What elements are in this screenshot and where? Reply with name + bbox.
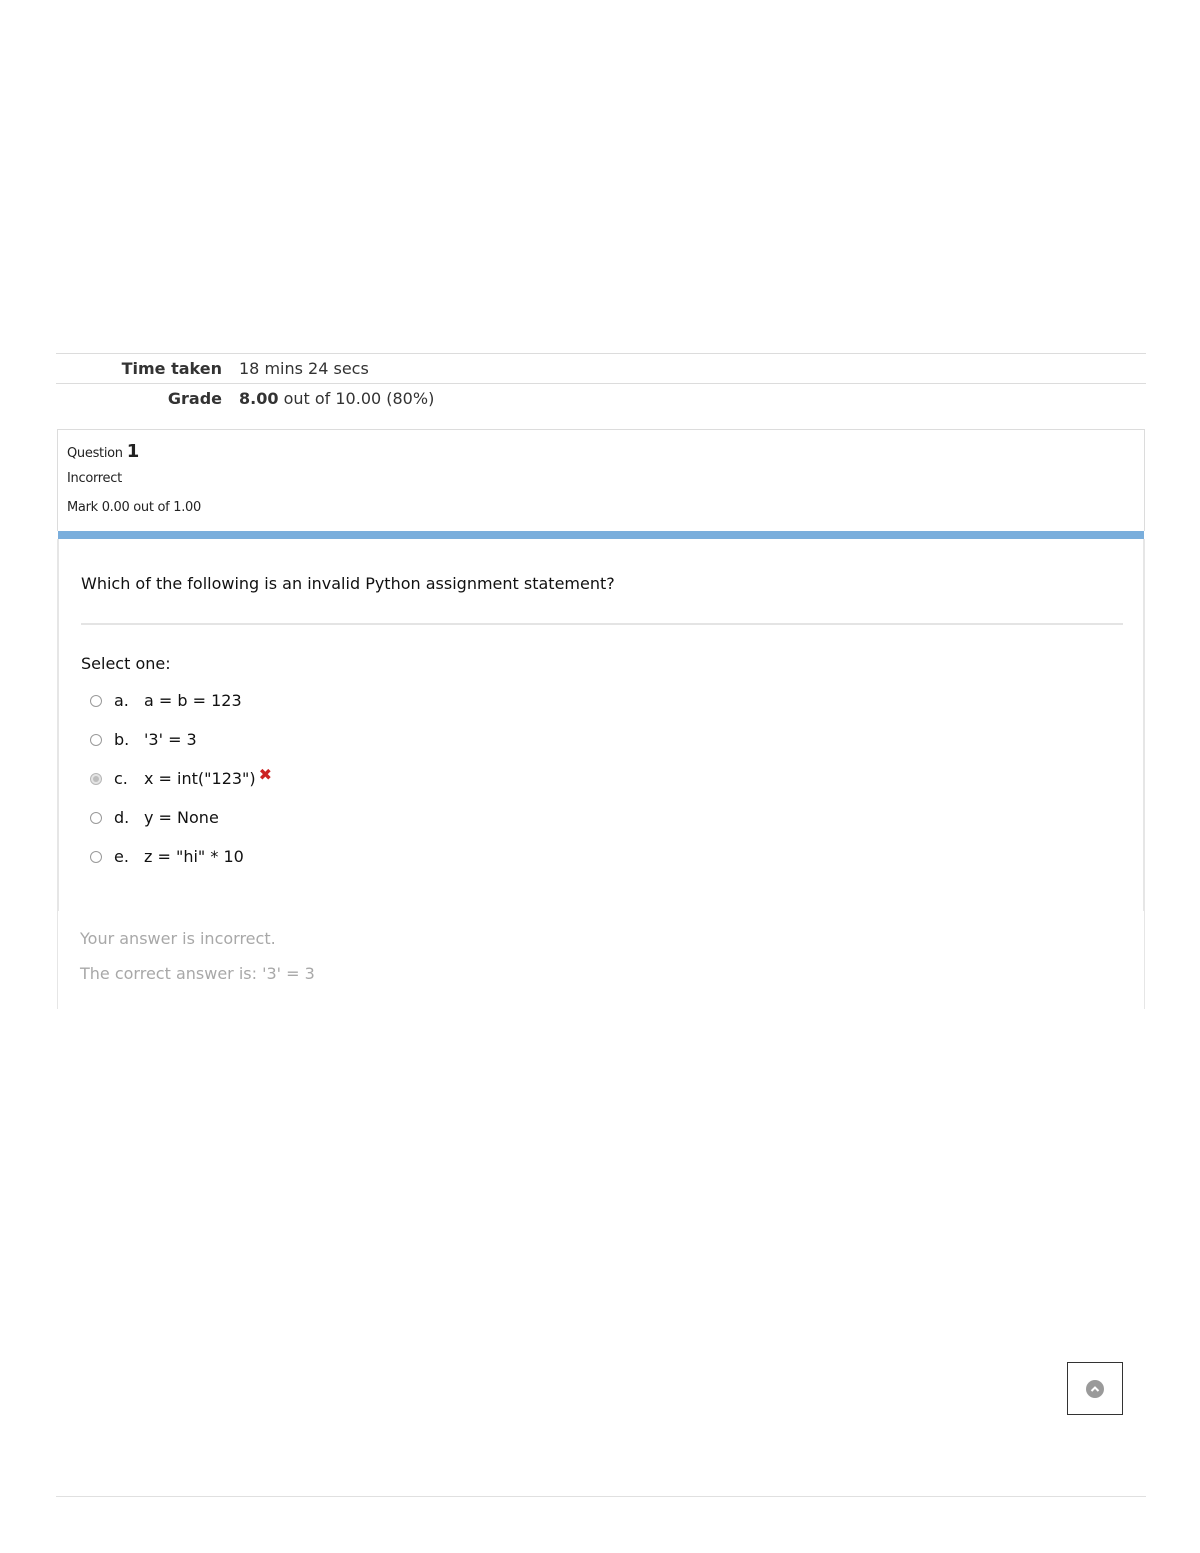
answer-d-radio[interactable] <box>90 812 102 824</box>
answer-a-radio[interactable] <box>90 695 102 707</box>
feedback-correct-answer: The correct answer is: '3' = 3 <box>80 964 315 983</box>
back-to-top-button[interactable] <box>1067 1362 1123 1415</box>
answer-option-e[interactable] <box>81 837 1123 876</box>
answer-option-c[interactable] <box>81 759 1123 798</box>
grade-label: Grade <box>167 389 222 408</box>
answer-a-text: a = b = 123 <box>144 691 242 710</box>
question-block <box>57 429 1145 1009</box>
answer-b-text: '3' = 3 <box>144 730 197 749</box>
answer-c-radio[interactable] <box>90 773 102 785</box>
answer-option-a[interactable] <box>81 681 1123 720</box>
question-info <box>57 429 1145 531</box>
answer-d-letter: d. <box>114 808 130 827</box>
answer-e-text: z = "hi" * 10 <box>144 847 244 866</box>
footer-divider <box>56 1496 1146 1497</box>
question-state: Incorrect <box>67 471 122 486</box>
close-icon: ✖ <box>258 765 273 784</box>
answer-e-radio[interactable] <box>90 851 102 863</box>
answer-b-letter: b. <box>114 730 130 749</box>
chevron-up-icon <box>1086 1380 1104 1398</box>
answer-c-letter: c. <box>114 769 128 788</box>
feedback-incorrect: Your answer is incorrect. <box>80 929 276 948</box>
answer-c-text: x = int("123") <box>144 769 256 788</box>
time-taken-label: Time taken <box>121 359 222 378</box>
answer-b-radio[interactable] <box>90 734 102 746</box>
grade-score: 8.00 <box>239 389 279 408</box>
answer-option-d[interactable] <box>81 798 1123 837</box>
question-number-label: Question <box>67 446 123 461</box>
time-taken-value: 18 mins 24 secs <box>239 359 369 378</box>
answer-d-text: y = None <box>144 808 219 827</box>
question-prompt: Select one: <box>81 654 171 673</box>
grade-total: out of 10.00 (80%) <box>278 389 435 408</box>
question-divider-bar <box>58 531 1144 539</box>
question-content <box>57 539 1145 911</box>
question-number-value: 1 <box>126 441 139 462</box>
answer-e-letter: e. <box>114 847 129 866</box>
question-text: Which of the following is an invalid Python assignment statement? <box>81 539 1123 625</box>
time-taken-row <box>56 354 1146 384</box>
grade-value <box>239 389 434 408</box>
question-number <box>67 441 1135 469</box>
quiz-summary <box>56 353 1146 413</box>
answer-option-b[interactable] <box>81 720 1123 759</box>
answer-a-letter: a. <box>114 691 129 710</box>
question-feedback <box>57 911 1145 1009</box>
answer-list <box>81 681 1123 876</box>
grade-row <box>56 384 1146 413</box>
question-mark: Mark 0.00 out of 1.00 <box>67 500 201 515</box>
